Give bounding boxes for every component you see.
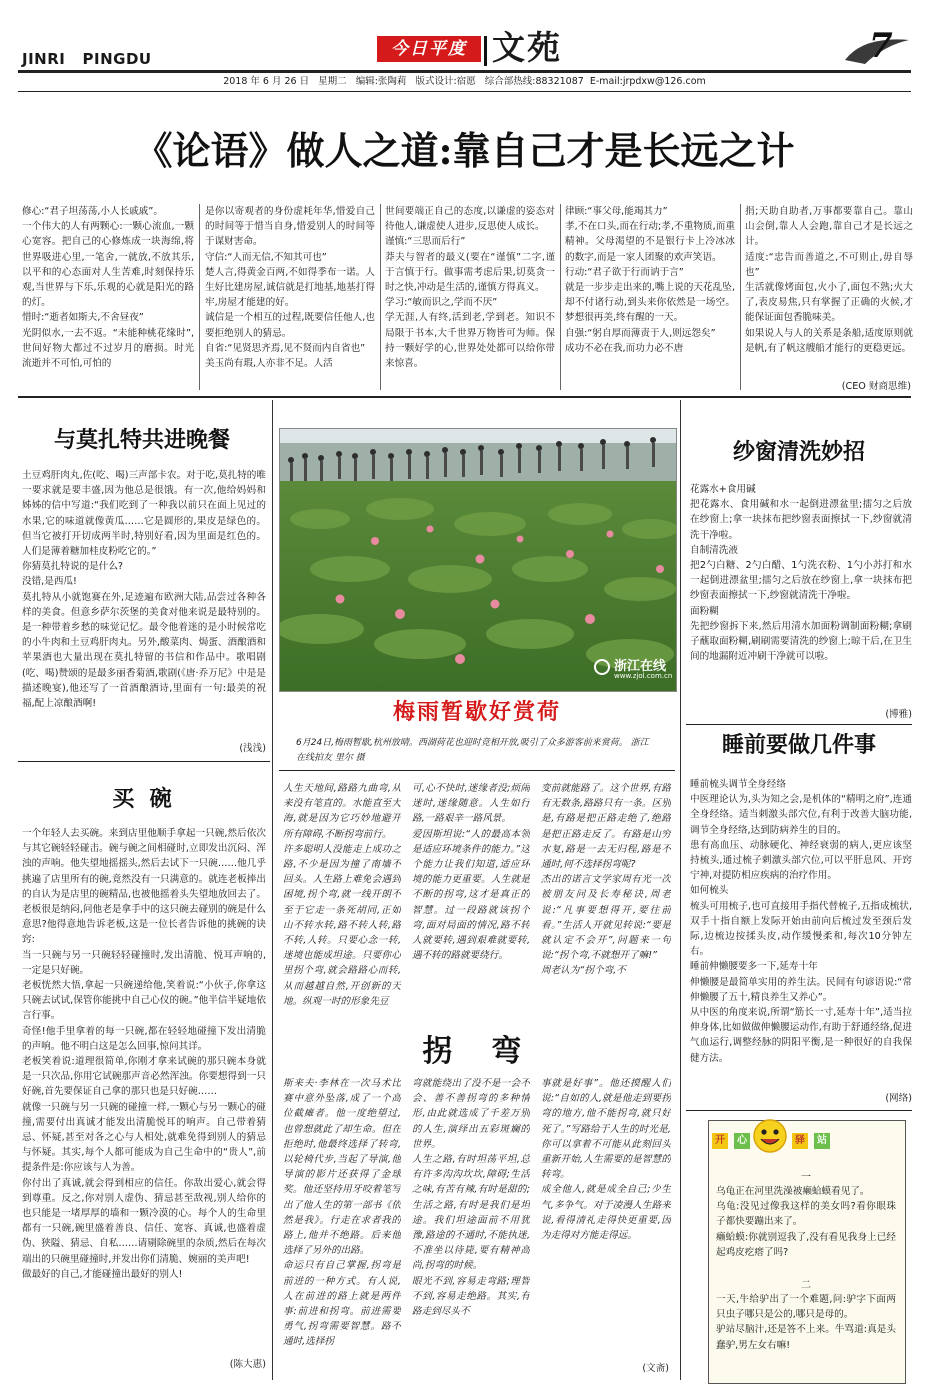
col-divider <box>199 204 200 390</box>
screen-title: 纱窗清洗妙招 <box>732 439 865 465</box>
header-pinyin: JINRI PINGDU <box>22 50 152 68</box>
lotus-photo <box>279 428 677 692</box>
header-info-line: 2018 年 6 月 26 日 星期二 编辑:张陶莉 版式设计:宿愿 综合部热线:88321087 E-mail:jrpdxw@126.com <box>223 76 706 87</box>
mozart-byline: (浅浅) <box>239 743 266 754</box>
bowl-body: 一个年轻人去买碗。来到店里他顺手拿起一只碗,然后依次与其它碗轻轻碰击。碗与碗之间相碰时,立即发出沉闷、浑浊的声响。他失望地摇摇头,然后去试下一只碗……他几乎挑遍了店里所有的碗,竟然没有一只满意的。就连老板捧出的自认为是店里的碗精品,也被他摇着头失望地放回去了。老板很是纳闷,问他老是拿手中的这只碗去碰别的碗是什么意思?他得意地告诉老板,这是一位长者告诉他的挑碗的诀窍: 当一只碗与另一只碗轻轻碰撞时,发出清脆、悦耳声响的,一定是只好碗。 老板恍然大悟,拿起一只碗递给他,笑着说:“小伙子,你拿这只碗去试试,保管你能挑中自己心仪的碗。”他半信半疑地依言行事。 奇怪!他手里拿着的每一只碗,都在轻轻地碰撞下发出清脆的声响。他不明白这是怎么回事,惊问其详。 老板笑着说:道理很简单,你刚才拿来试碗的那只碗本身就是一只次品,你用它试碗那声音必然浑浊。你要想得到一只好碗,首先要保证自己拿的那只也是只好碗…… 就像一只碗与另一只碗的碰撞一样,一颗心与另一颗心的碰撞,需要付出真诚才能发出清脆悦耳的响声。自己带着猜忌、怀疑,甚至对各之心与人相处,就难免得到别人的猜忌与怀疑。其实,每个人都可能成为自己生命中的“贵人”,前提条件是:你应该与人为善。 你付出了真诚,就会得到相应的信任。你敌出爱心,就会得到尊重。反之,你对别人虚伪、猜忌甚至敌视,别人给你的也只能是一堵厚厚的墙和一颗冷漠的心。每个人的生命里都有一只碗,碗里盛着善良、信任、宽容、真诚,也盛着虚伪、狭隘、猜忌、自私……请剔除碗里的杂质,然后在每次端出的只碗里碰撞时,并发出你们清脆、婉丽的美声吧! 做最好的自己,才能碰撞出最好的别人! <box>22 828 266 1280</box>
photo-watermark-text: 浙江在线 <box>614 659 667 674</box>
mozart-title: 与莫扎特共进晚餐 <box>53 427 230 453</box>
mozart-body: 土豆鸡肝肉丸,佐(吃、喝)三声部卡农。对于吃,莫扎特的唯一要求就是要丰盛,因为他总是很饿。有一次,他给妈妈和姊姊的信中写道:“我们吃到了一种我以前只在面上见过的水果,它的味道就像黄瓜……它是圆形的,果皮是绿色的。但当它被打开切成两半时,特别好看,因为里面是红色的。人们是薄着糖加桂皮粉吃它的。” 你猜莫扎特说的是什么? 没错,是西瓜! 莫扎特从小就饱赛在外,足迹遍布欧洲大陆,品尝过各种各样的美食。但意乡萨尔茨堡的美食对他来说是最特别的。是一种带着乡愁的味觉记忆。最令他着迷的是小时候常吃的小牛肉和土豆鸡肝肉丸。另外,酸菜肉、焗蛋、酒酿酒和苹果酒也大量出现在莫扎特留的书信和作品中。歌唱剧(吃、喝)赞颂的是最多丽香菊酒,歌剧(《唐·乔万尼》中是是描述晚宴),他还写了一首酒酿酒诗,里面有一句:最美的祝福,配上凉酿酒啊! <box>22 470 266 710</box>
main-article-col5: 捐;天助自助者,万事都要靠自己。靠山山会倒,靠人人会跑,靠自己才是长远之计。 适度:“忠告而善道之,不可则止,毋自辱也” 生活就像烤面包,火小了,面包不熟;火大了,表皮易焦,只有掌握了正确的火候,才能保证面包香脆味美。 如果说人与人的关系是条船,适度原则就是帆,有了帆这艘船才能行的更稳更远。 <box>745 206 913 354</box>
humor-label-char: 心 <box>734 1133 750 1149</box>
right-column-divider <box>680 400 681 1380</box>
bowl-byline: (陈大惠) <box>229 1359 266 1370</box>
main-article-col4: 律顾:“事父母,能竭其力” 孝,不在口头,而在行动;孝,不重物质,而重精神。父母渴望的不是银行卡上冷冰冰的数字,而是一家人团聚的欢声笑语。 行动:“君子欲于行而讷于言” 就是一步步走出来的,嘴上说的天花乱坠,却不付诸行动,到头来你依然是一场空。梦想很再美,终有醒的一天。 自强:“躬自厚而薄责于人,则远怨矣” 成功不必在我,而功力必不唐 <box>565 206 735 354</box>
logo-divider <box>484 36 487 66</box>
main-article-byline: (CEO 财商思维) <box>841 381 911 392</box>
bowl-title: 买 碗 <box>112 786 172 812</box>
humor-label-char: 驿 <box>792 1133 808 1149</box>
col-divider <box>380 204 381 390</box>
photo-watermark-url: www.zjol.com.cn <box>614 672 673 680</box>
header-rule-top <box>18 70 911 73</box>
sleep-body: 睡前梳头调节全身经络 中医理论认为,头为知之会,是机体的“精明之府”,连通全身经络。适当刺激头部穴位,有利于改善大脑功能,调节全身经络,达到防病养生的目的。 患有高血压、动脉硬化、神经衰弱的病人,更应该坚持梳头,通过梳子刺激头部穴位,可以平肝息风、开窍宁神,对提防相应疾病的治疗作用。 如何梳头 梳头可用梳子,也可直接用手指代替梳子,五指成梳状,双手十指自额上发际开始由前向后梳过发至颈后发际,边梳边按揉头皮,动作缓慢柔和,每次10分钟左右。 睡前伸懒腰要多一下,延寿十年 伸懒腰是最简单实用的养生法。民间有句谚语说:“常伸懒腰了五十,精良养生又养心”。 从中医的角度来说,所谓“筋长一寸,延寿十年”,适当拉伸身体,比如做做伸懒腰运动作,有助于舒通经络,促进气血运行,调整经脉的阴阳平衡,是一种很好的自我保健方法。 <box>690 779 912 1064</box>
humor-joke-2: 一天,牛给驴出了一个难题,问:驴字下面两只虫子哪只是公的,哪只是母的。 驴站尽脑汁,还是答不上来。牛骂道:真是头蠢驴,男左女右嘛! <box>716 1294 896 1351</box>
sleep-byline: (网络) <box>885 1093 912 1104</box>
main-article-col2: 是你以寄观者的身份虚耗年华,惜爱自己的时间等于惜当自身,惜爱别人的时间等于谋财害命。 守信:“人而无信,不知其可也” 楚人言,得黄金百两,不如得季布一诺。人生好比建房屋,诚信就是打地基,地基打得牢,房屋才能建的好。 诚信是一个相互的过程,既要信任他人,也要拒绝别人的猜忌。 自省:“见贤思齐焉,见不贤而内自省也” 美玉尚有瑕,人亦非不足。人活 <box>205 206 375 370</box>
section-rule <box>279 770 675 771</box>
logo-text: 今日平度 <box>391 39 467 59</box>
crutch-col1: 人生天地间,路路九曲弯,从来没有笔直的。水能直至大海,就是因为它巧妙地避开所有障碍,不断拐弯前行。 许多聪明人没能走上成功之路,不少是因为撞了南墙不回头。人生路上难免会遇到困境,拐个弯,就一线开朗不至于它走一条死胡同,正如山不转水转,路不转人转,路不转,人转。只要心念一转,迷境也能成坦途。只要你心里拐个弯,就会路路心而转,从而越越自然,开创新的天地。纵观一时的形象先豆 <box>283 783 401 1007</box>
header-rule-bottom <box>18 91 911 92</box>
col-divider <box>560 204 561 390</box>
section-rule <box>686 724 912 725</box>
smiley-face <box>752 1118 788 1154</box>
screen-byline: (博雅) <box>885 709 912 720</box>
crutch-title: 拐 弯 <box>422 1034 528 1069</box>
section-rule <box>686 1110 912 1111</box>
left-column-divider <box>272 400 273 1380</box>
page-number-badge <box>843 26 911 68</box>
humor-number-2: 二 <box>801 1280 811 1291</box>
humor-joke-1: 乌龟正在河里洗澡被癞蛤蟆看见了。 乌龟:没见过像我这样的美女吗?看你眼珠子都快要蹦出来了。 癞蛤蟆:你就别逗我了,没有看见我身上已经起鸡皮疙瘩了吗? <box>716 1186 896 1258</box>
main-article-col3: 世间要端正自己的态度,以谦虚的姿态对待他人,谦虚使人进步,反思使人成长。 谨慎:“三思而后行” 莽夫与智者的最义(要在“谨慎”二字,谨于言慎于行。做事需考虑后果,切莫贪一时之快,冲动是生活的,谨慎方得真义。 学习:“敏而识之,学而不厌” 学无涯,人有终,活到老,学到老。知识不局限于书本,大千世界万物皆可为师。保持一颗好学的心,世界处处都可以给你带来惊喜。 <box>385 206 555 370</box>
crutch-col6: 事就是好事”。他还摸醒人们说:“自如的人,就是他走到要拐弯的地方,他不能拐弯,就只好死了。”写路给于人生的时光是,你可以拿着不可能从此刻回头重新开始,人生需要的是智慧的转弯。 成全他人,就是成全自己;少生气,多争气。对于凌漫人生路来说,看得清礼走得快更重要,因为走得对方能走得远。 <box>541 1078 671 1242</box>
smiley-icon <box>752 1118 788 1154</box>
col-divider <box>740 204 741 390</box>
sleep-title: 睡前要做几件事 <box>721 732 876 758</box>
main-article-title: 《论语》做人之道:靠自己才是长远之计 <box>134 128 795 173</box>
humor-label-char: 开 <box>712 1133 728 1149</box>
photo-caption: 6月24日,梅雨暂歇,杭州放晴。西湖荷花也迎时竞相开放,吸引了众多游客前来赏荷。 浙江在线拍友 里尔 摄 <box>296 738 649 763</box>
photo-title: 梅雨暂歇好赏荷 <box>392 699 561 725</box>
lotus-photo-illustration <box>280 429 676 691</box>
crutch-col2: 可,心不快时,迷缘者没;烦闹迷时,迷缘随意。人生如行路,一路艰辛一路风景。 爱因斯坦说:“人的最高本领是适应环境条件的能力。”这个能力让我们知道,适应环境的能力更重要。人生就是不断的拐弯,这才是真正的智慧。过一段路就该拐个弯,面对局面的情况,路不转人就要转,遇到艰难就要转,遇不转的路就要绕行。 <box>412 783 530 962</box>
main-article-col1: 修心:“君子坦荡荡,小人长戚戚”。 一个伟大的人有两颗心:一颗心流血,一颗心宽容。把自己的心修炼成一块海绵,将世界吸进心里,一笔舍,一就放,不放其乐,以平和的心态面对人生苦难,时刻保持乐观,当世界与下乐,乐观的心就是阳光的路的灯。 惜时:“逝者如斯夫,不舍昼夜” 光阴似水,一去不返。“未能种桃花缘时”,世间好物大都过不过岁月的磨损。时光流逝并不可怕,可怕的 <box>22 206 194 370</box>
screen-body: 花露水+食用碱 把花露水、食用碱和水一起倒进漂盆里;擂匀之后放在纱窗上;拿一块抹布把纱窗表面擦拭一下,纱窗就清洗干净啦。 自制清洗液 把2勺白糖、2勺白醋、1勺洗衣粉、1勺小苏打和水一起倒进漂盆里;擂匀之后放在纱窗上,拿一块抹布把纱窗表面擦拭一下,纱窗就清洗干净啦。 面粉糊 先把纱窗拆下来,然后用清水加面粉调制面粉糊;拿刷子蘸取面粉糊,刷刷需要清洗的纱窗上;晾干后,在卫生间的地漏附近冲刷干净就可以啦。 <box>690 484 912 663</box>
page-number: 7 <box>869 26 893 66</box>
humor-number-1: 一 <box>801 1172 811 1183</box>
humor-label-char: 站 <box>814 1133 830 1149</box>
section-title: 文苑 <box>492 28 562 67</box>
crutch-col5: 弯就能绕出了没不是一会不会、善不善拐弯的多种情形,由此就选成了千差万别的人生,演绎出五彩斑斓的世界。 人生之路,有时坦荡平坦,总有许多沟沟坎坎,障碍;生活之味,有苦有辣,有时是甜的;生活之路,有时是我们是坦途。我们坦途面前不用犹豫,路途的不通时,不能执迷,不准坐以待毙,要有精神高尚,拐弯的时候。 眼光不到,容易走弯路;理智不到,容易走绝路。其实,有路走到尽头不 <box>412 1078 530 1318</box>
crutch-col4: 斯来夫·李林在一次马术比赛中意外坠落,成了一个高位截瘫者。他一度绝望过,也曾想就此了却生命。但在拒绝时,他最终选择了转弯,以轮椅代步,当起了导演,他导演的影片还获得了金球奖。他还坚持用牙咬着笔写出了他人生的第一部书《依然是我》。行走在求者我的路上,他并不绝路。后来他选择了另外的出路。 命运只有自己掌握,拐弯是前进的一种方式。有人说,人在前进的路上就是两件事:前进和拐弯。前进需要勇气,拐弯需要智慧。路不通时,选择拐 <box>283 1078 401 1348</box>
crutch-byline: (文斋) <box>642 1363 669 1374</box>
section-rule <box>18 761 270 762</box>
section-rule <box>18 396 911 398</box>
crutch-col3: 变前就能路了。这个世界,有路有无数条,路路只有一条。区别是,有路是把正路走绝了,绝路是把正路走反了。有路是山穷水复,路是一去无归程,路是不通时,何不选择拐弯呢? 杰出的诺言文学家周有光一次被朋友问及长寿秘诀,周老说:“凡事要想得开,要往前看。”生活人开就见转说:“要是就认定不会开”,问题来一句说:“拐个弯,不就想开了嘛!” 周老认为“拐个弯,不 <box>541 783 671 977</box>
newspaper-logo <box>377 36 481 62</box>
